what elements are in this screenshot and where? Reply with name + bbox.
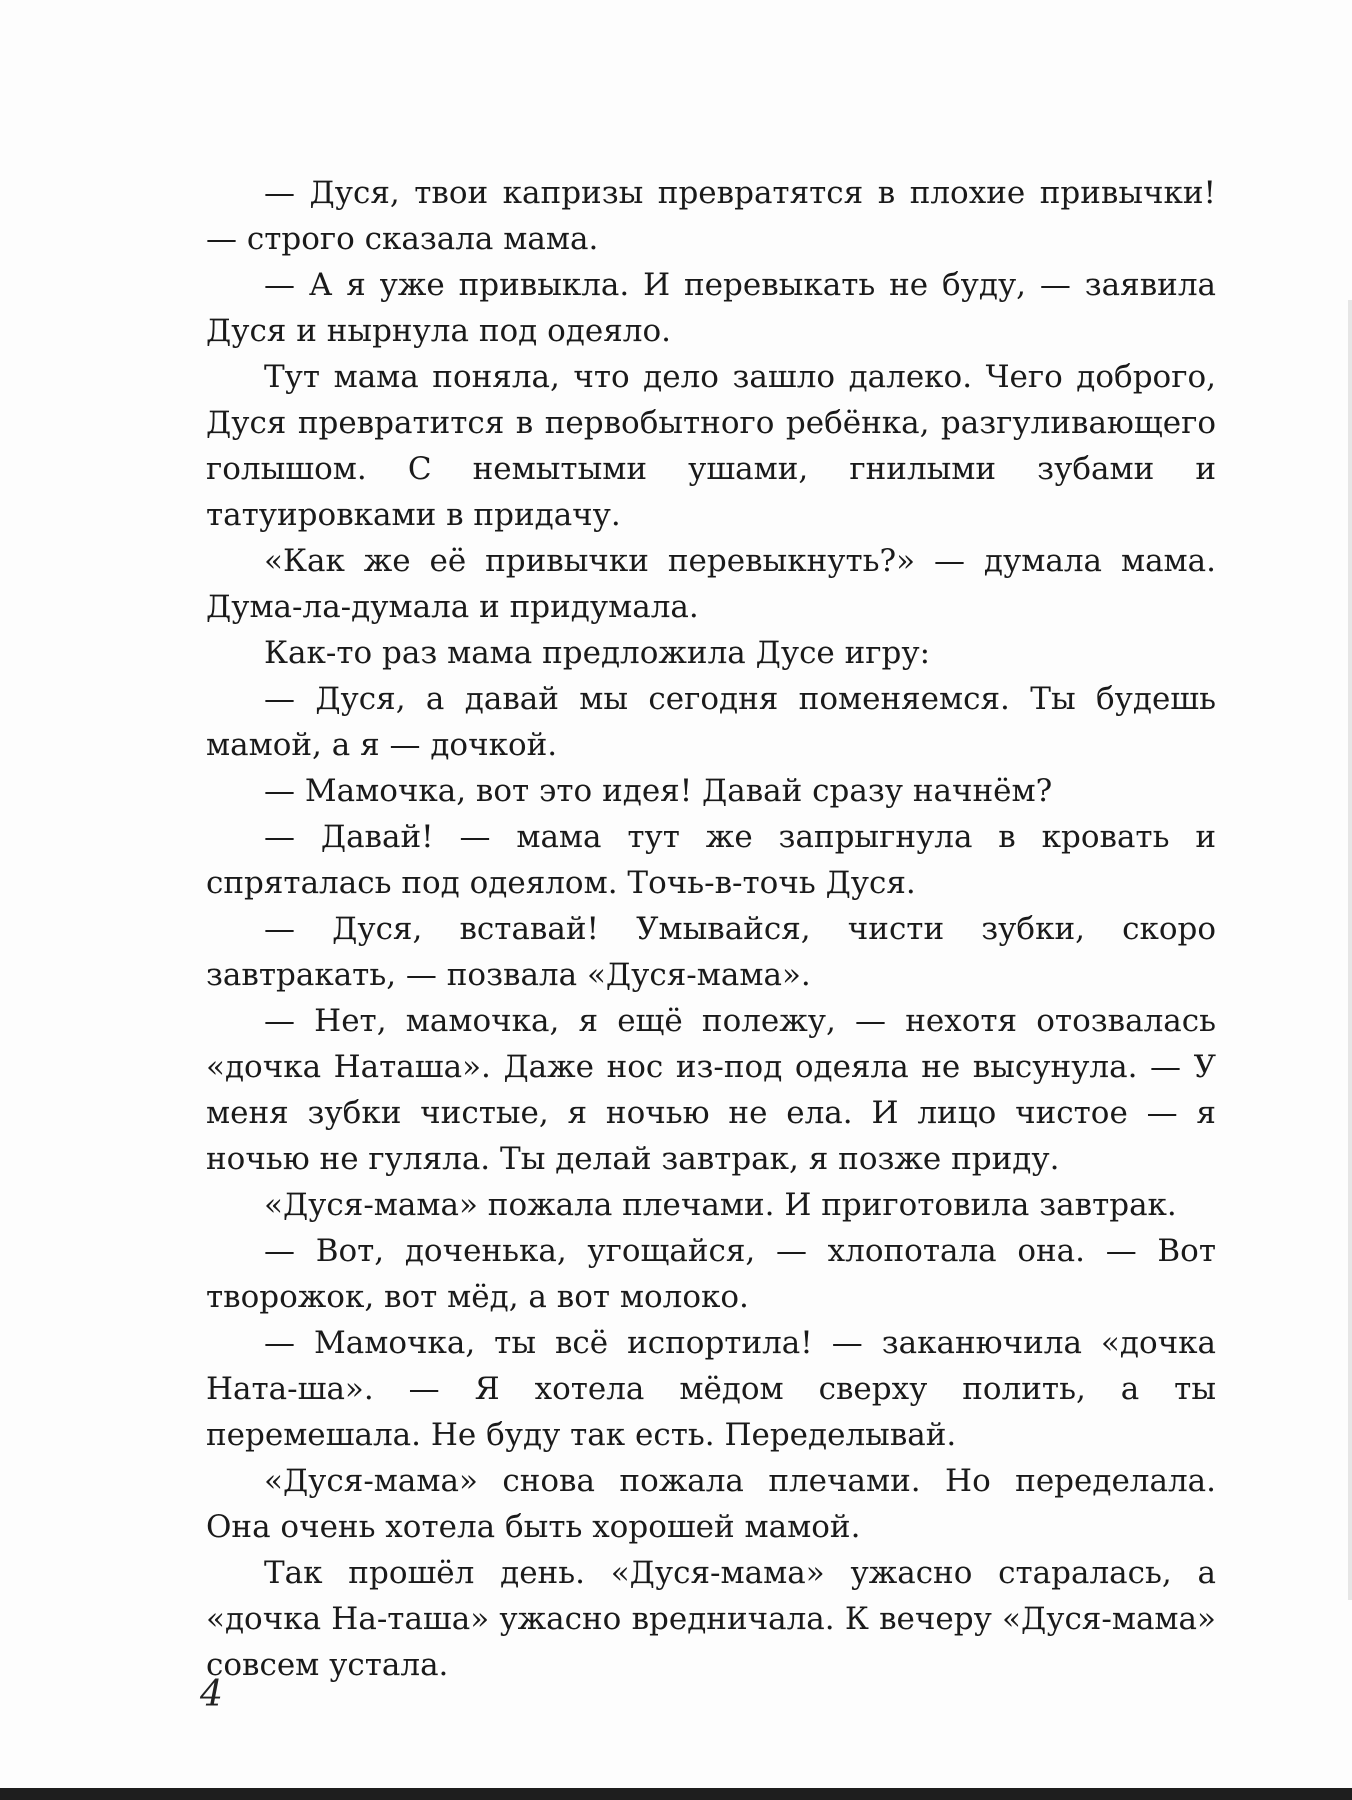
paragraph: — А я уже привыкла. И перевыкать не буду, — заявила Дуся и нырнула под одеяло. <box>206 267 1216 349</box>
paragraph: Как-то раз мама предложила Дусе игру: <box>264 635 931 671</box>
paragraph: «Дуся-мама» снова пожала плечами. Но переделала. Она очень хотела быть хорошей мамой. <box>206 1463 1216 1545</box>
paragraph: — Дуся, твои капризы превратятся в плохие привычки! — строго сказала мама. <box>206 175 1216 257</box>
paragraph: — Давай! — мама тут же запрыгнула в кровать и спряталась под одеялом. Точь-в-точь Дуся. <box>206 819 1216 901</box>
paragraph: — Мамочка, вот это идея! Давай сразу начнём? <box>264 773 1053 809</box>
paragraph: «Как же её привычки перевыкнуть?» — думала мама. Дума-ла-думала и придумала. <box>206 543 1216 625</box>
page-number: 4 <box>200 1674 223 1715</box>
page-edge-shadow <box>1348 300 1352 1600</box>
paragraph: — Дуся, а давай мы сегодня поменяемся. Ты будешь мамой, а я — дочкой. <box>206 681 1216 763</box>
scan-bottom-border <box>0 1788 1352 1800</box>
body-text <box>206 170 1216 1688</box>
paragraph: Тут мама поняла, что дело зашло далеко. Чего доброго, Дуся превратится в первобытного ребёнка, разгуливающего голышом. С немытыми ушами, гнилыми зубами и татуировками в придачу. <box>206 359 1216 533</box>
paragraph: «Дуся-мама» пожала плечами. И приготовила завтрак. <box>264 1187 1177 1223</box>
paragraph: — Дуся, вставай! Умывайся, чисти зубки, скоро завтракать, — позвала «Дуся-мама». <box>206 911 1216 993</box>
paragraph: — Мамочка, ты всё испортила! — заканючила «дочка Ната-ша». — Я хотела мёдом сверху полить, а ты перемешала. Не буду так есть. Переделывай. <box>206 1325 1216 1453</box>
paragraph: — Нет, мамочка, я ещё полежу, — нехотя отозвалась «дочка Наташа». Даже нос из-под одеяла не высунула. — У меня зубки чистые, я ночью не ела. И лицо чистое — я ночью не гуляла. Ты делай завтрак, я позже приду. <box>206 1003 1216 1177</box>
paragraph: — Вот, доченька, угощайся, — хлопотала она. — Вот творожок, вот мёд, а вот молоко. <box>206 1233 1216 1315</box>
paragraph: Так прошёл день. «Дуся-мама» ужасно старалась, а «дочка На-таша» ужасно вредничала. К вечеру «Дуся-мама» совсем устала. <box>206 1555 1216 1683</box>
